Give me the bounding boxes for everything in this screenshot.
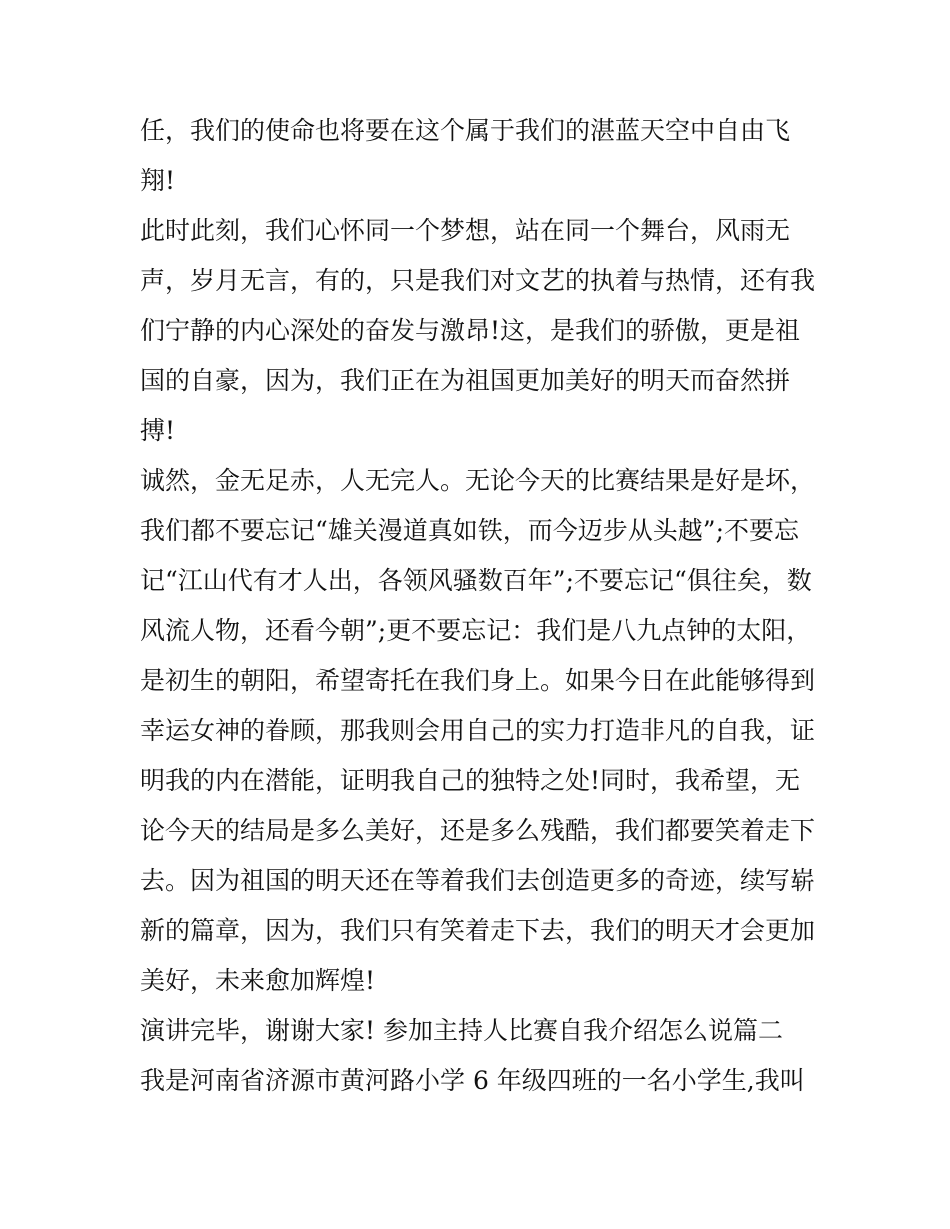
text-line: 此时此刻，我们心怀同一个梦想，站在同一个舞台，风雨无	[140, 216, 791, 245]
text-line: 新的篇章，因为，我们只有笑着走下去，我们的明天才会更加	[140, 916, 816, 945]
text-line: 翔!	[140, 166, 176, 195]
text-line: 我们都不要忘记“雄关漫道真如铁，而今迈步从头越”;不要忘	[140, 516, 799, 545]
text-line: 诚然，金无足赤，人无完人。无论今天的比赛结果是好是坏，	[140, 466, 816, 495]
document-body	[140, 106, 820, 1106]
text-line: 去。因为祖国的明天还在等着我们去创造更多的奇迹，续写崭	[140, 866, 816, 895]
text-line: 搏!	[140, 416, 176, 445]
text-line: 美好，未来愈加辉煌!	[140, 966, 376, 995]
text-line: 风流人物，还看今朝”;更不要忘记：我们是八九点钟的太阳，	[140, 616, 812, 645]
text-line: 记“江山代有才人出，各领风骚数百年”;不要忘记“俱往矣，数	[140, 566, 812, 595]
text-line: 演讲完毕，谢谢大家! 参加主持人比赛自我介绍怎么说篇二	[140, 1016, 783, 1045]
text-line: 是初生的朝阳，希望寄托在我们身上。如果今日在此能够得到	[140, 666, 816, 695]
text-line: 国的自豪，因为，我们正在为祖国更加美好的明天而奋然拼	[140, 366, 791, 395]
text-line: 们宁静的内心深处的奋发与激昂!这，是我们的骄傲，更是祖	[140, 316, 801, 345]
text-line: 我是河南省济源市黄河路小学 6 年级四班的一名小学生,我叫	[140, 1066, 805, 1095]
text-line: 声，岁月无言，有的，只是我们对文艺的执着与热情，还有我	[140, 266, 816, 295]
text-line: 任，我们的使命也将要在这个属于我们的湛蓝天空中自由飞	[140, 116, 791, 145]
text-line: 幸运女神的眷顾，那我则会用自己的实力打造非凡的自我，证	[140, 716, 816, 745]
text-line: 明我的内在潜能，证明我自己的独特之处!同时，我希望，无	[140, 766, 801, 795]
text-line: 论今天的结局是多么美好，还是多么残酷，我们都要笑着走下	[140, 816, 816, 845]
